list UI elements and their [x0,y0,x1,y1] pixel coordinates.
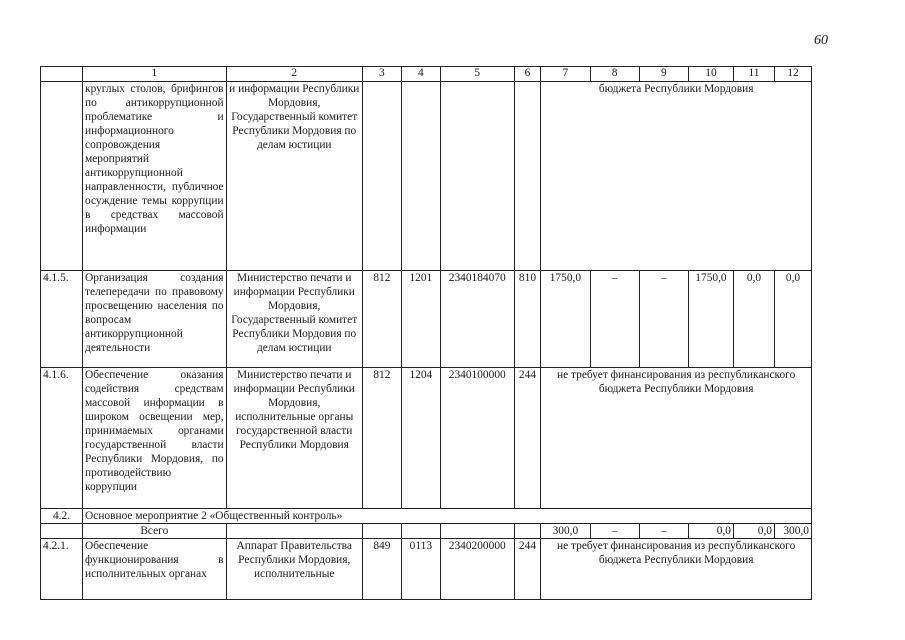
code-target: 2340184070 [440,271,514,368]
header-cell: 1 [83,67,227,82]
row-number: 4.2. [41,509,83,524]
page-number: 60 [814,33,828,48]
code-target: 2340100000 [440,368,514,509]
executor: Министерство печати и информации Республики Мордовия, Государственный комитет Республики Мордовия по делам юстиции [226,271,362,368]
table-row [41,82,812,271]
amount-col9: – [639,271,688,368]
table-row [41,368,812,509]
financing-note: не требует финансирования из республиканского бюджета Республики Мордовия [541,368,812,509]
code-expense-type: 810 [514,271,541,368]
header-cell: 10 [688,67,733,82]
code-section: 1204 [401,368,440,509]
section-title: Основное мероприятие 2 «Общественный контроль» [83,509,812,524]
header-cell: 3 [362,67,401,82]
code-expense-type: 244 [514,368,541,509]
activity-name: круглых столов, брифингов по антикоррупционной проблематике и информационного сопровождения мероприятий антикоррупционной направленности, публичное осуждение темы коррупции в средствах массовой информации [83,82,227,271]
row-number: 4.2.1. [41,539,83,600]
activity-name: Обеспечение функционирования в исполнительных органах [83,539,227,600]
code-section: 0113 [401,539,440,600]
amount-col12: 0,0 [775,271,812,368]
header-cell: 7 [541,67,590,82]
header-cell: 2 [226,67,362,82]
row-number [41,82,83,271]
header-row [41,67,812,82]
code-ministry: 812 [362,368,401,509]
amount-total: 1750,0 [541,271,590,368]
header-cell: 5 [440,67,514,82]
amount-col12: 300,0 [775,524,812,539]
amount-col11: 0,0 [734,524,775,539]
amount-col11: 0,0 [734,271,775,368]
header-cell-empty [41,67,83,82]
header-cell: 4 [401,67,440,82]
amount-col8: – [590,524,639,539]
code-target: 2340200000 [440,539,514,600]
table-row [41,539,812,600]
code-section: 1201 [401,271,440,368]
amount-col9: – [639,524,688,539]
financing-note: не требует финансирования из республиканского бюджета Республики Мордовия [541,539,812,600]
table-row [41,271,812,368]
header-cell: 12 [775,67,812,82]
header-cell: 9 [639,67,688,82]
executor: Аппарат Правительства Республики Мордовия, исполнительные [226,539,362,600]
code-expense-type: 244 [514,539,541,600]
code-ministry: 849 [362,539,401,600]
amount-total: 300,0 [541,524,590,539]
financing-note: бюджета Республики Мордовия [541,82,812,271]
amount-col10: 0,0 [688,524,733,539]
activity-name: Обеспечение оказания содействия средствам массовой информации в широком освещении мер, принимаемых органами государственной власти Республики Мордовия, по противодействию коррупции [83,368,227,509]
code-ministry: 812 [362,271,401,368]
amount-col10: 1750,0 [688,271,733,368]
row-number: 4.1.6. [41,368,83,509]
executor: Министерство печати и информации Республики Мордовия, исполнительные органы государственной власти Республики Мордовия [226,368,362,509]
total-row [41,524,812,539]
header-cell: 6 [514,67,541,82]
total-label: Всего [83,524,227,539]
executor: и информации Республики Мордовия, Государственный комитет Республики Мордовия по делам юстиции [226,82,362,271]
header-cell: 8 [590,67,639,82]
row-number: 4.1.5. [41,271,83,368]
budget-table [40,66,812,600]
section-row [41,509,812,524]
activity-name: Организация создания телепередачи по правовому просвещению населения по вопросам антикоррупционной деятельности [83,271,227,368]
header-cell: 11 [734,67,775,82]
amount-col8: – [590,271,639,368]
